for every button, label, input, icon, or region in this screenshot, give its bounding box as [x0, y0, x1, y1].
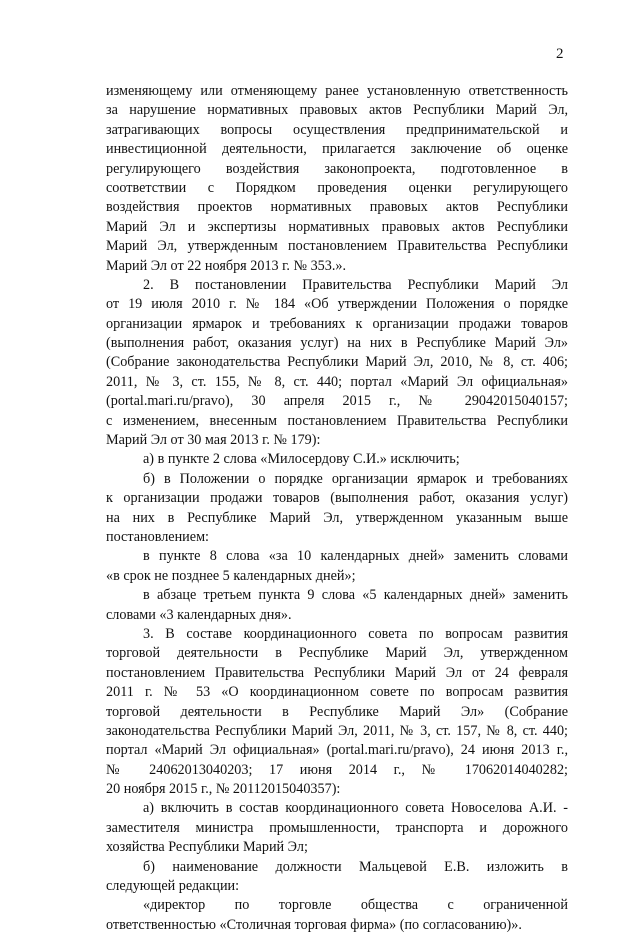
text-line: хозяйства Республики Марий Эл; — [106, 839, 308, 856]
text-line: словами «3 календарных дня». — [106, 606, 292, 623]
text-line: от 19 июля 2010 г. № 184 «Об утверждении Положения о порядке — [106, 296, 568, 313]
text-line: 3. В составе координационного совета по вопросам развития — [143, 625, 568, 642]
text-line: Марий Эл от 22 ноября 2013 г. № 353.». — [106, 257, 347, 274]
text-line: инвестиционной деятельности, прилагается заключение об оценке — [106, 141, 568, 158]
text-line: а) в пункте 2 слова «Милосердову С.И.» исключить; — [143, 451, 460, 468]
text-line: Марий Эл и экспертизы нормативных правовых актов Республики — [106, 218, 568, 235]
text-line: б) наименование должности Мальцевой Е.В. изложить в — [143, 858, 568, 875]
text-line: организации ярмарок и требованиях к организации продажи товаров — [106, 315, 568, 332]
text-line: б) в Положении о порядке организации ярмарок и требованиях — [143, 470, 568, 487]
text-line: 2011 г. № 53 «О координационном совете по вопросам развития — [106, 684, 568, 701]
text-line: «в срок не позднее 5 календарных дней»; — [106, 567, 356, 584]
text-line: Марий Эл, утвержденным постановлением Правительства Республики — [106, 238, 568, 255]
text-line: следующей редакции: — [106, 878, 240, 895]
text-line: (Собрание законодательства Республики Марий Эл, 2010, № 8, ст. 406; — [106, 354, 568, 371]
text-line: соответствии с Порядком проведения оценки регулирующего — [106, 179, 568, 196]
text-line: торговой деятельности в Республике Марий Эл» (Собрание — [106, 703, 568, 720]
document-body — [106, 82, 568, 935]
text-line: изменяющему или отменяющему ранее установленную ответственность — [106, 83, 568, 99]
text-line: регулирующего воздействия законопроекта, подготовленное в — [106, 160, 568, 177]
text-line: портал «Марий Эл официальная» (portal.mari.ru/pravo), 24 июня 2013 г., — [106, 742, 568, 759]
text-line: заместителя министра промышленности, транспорта и дорожного — [106, 819, 568, 836]
text-line: в абзаце третьем пункта 9 слова «5 календарных дней» заменить — [143, 587, 568, 604]
text-line: постановлением Правительства Республики Марий Эл от 24 февраля — [106, 664, 568, 681]
text-line: за нарушение нормативных правовых актов Республики Марий Эл, — [106, 102, 568, 119]
text-line: с изменением, внесенным постановлением Правительства Республики — [106, 412, 568, 429]
text-line: а) включить в состав координационного совета Новоселова А.И. - — [143, 800, 568, 817]
text-line: воздействия проектов нормативных правовых актов Республики — [106, 199, 568, 216]
text-line: «директор по торговле общества с ограниченной — [143, 897, 568, 914]
text-line: к организации продажи товаров (выполнения работ, оказания услуг) — [106, 490, 568, 507]
text-line: законодательства Республики Марий Эл, 2011, № 3, ст. 157, № 8, ст. 440; — [106, 722, 568, 739]
text-line: ответственностью «Столичная торговая фирма» (по согласованию)». — [106, 916, 522, 933]
text-line: 20 ноября 2015 г., № 20112015040357): — [106, 781, 341, 798]
text-line: (выполнения работ, оказания услуг) на них в Республике Марий Эл» — [106, 335, 568, 352]
text-line: затрагивающих вопросы осуществления предпринимательской и — [106, 121, 568, 138]
text-line: на них в Республике Марий Эл, утвержденном указанным выше — [106, 509, 568, 526]
text-line: Марий Эл от 30 мая 2013 г. № 179): — [106, 432, 321, 449]
text-line: (portal.mari.ru/pravo), 30 апреля 2015 г., № 29042015040157; — [106, 393, 568, 410]
text-line: 2011, № 3, ст. 155, № 8, ст. 440; портал «Марий Эл официальная» — [106, 373, 568, 390]
page-number: 2 — [556, 46, 564, 62]
text-line: торговой деятельности в Республике Марий Эл, утвержденном — [106, 645, 568, 662]
text-line: № 24062013040203; 17 июня 2014 г., № 17062014040282; — [106, 761, 568, 778]
text-line: постановлением: — [106, 528, 209, 545]
text-line: 2. В постановлении Правительства Республики Марий Эл — [143, 276, 568, 293]
text-line: в пункте 8 слова «за 10 календарных дней» заменить словами — [143, 548, 568, 565]
